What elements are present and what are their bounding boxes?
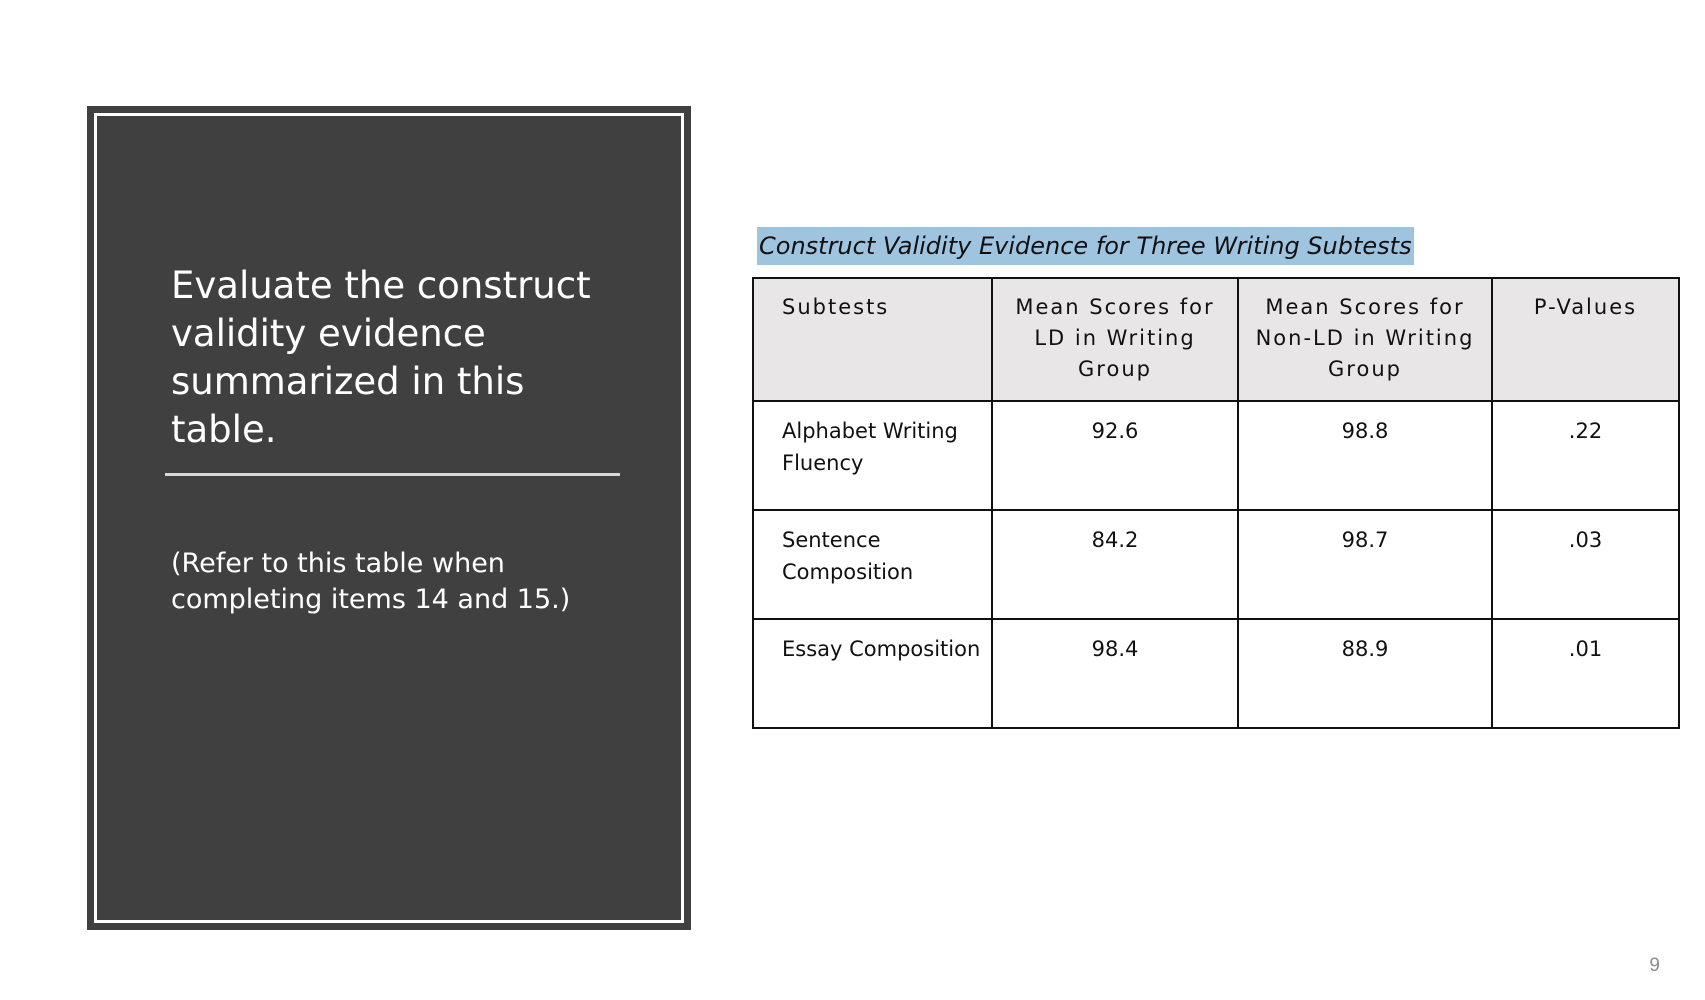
cell-p-value: .03 [1492,510,1679,619]
cell-mean-ld: 84.2 [992,510,1238,619]
panel-title: Evaluate the construct validity evidence summarized in this table. [171,264,591,451]
table-row [753,619,1679,728]
instruction-panel [87,106,691,930]
cell-p-value: .01 [1492,619,1679,728]
header-subtests: Subtests [753,278,992,401]
title-divider [165,473,620,476]
cell-subtest: Essay Composition [753,619,992,728]
cell-mean-ld: 92.6 [992,401,1238,510]
panel-inner-border [94,113,684,923]
page-number: 9 [1649,955,1660,976]
cell-subtest: Alphabet Writing Fluency [753,401,992,510]
cell-subtest: Sentence Composition [753,510,992,619]
header-p-values: P-Values [1492,278,1679,401]
header-mean-non-ld: Mean Scores for Non-LD in Writing Group [1238,278,1492,401]
header-mean-ld: Mean Scores for LD in Writing Group [992,278,1238,401]
cell-mean-non-ld: 98.7 [1238,510,1492,619]
cell-mean-ld: 98.4 [992,619,1238,728]
cell-mean-non-ld: 88.9 [1238,619,1492,728]
table-header-row [753,278,1679,401]
table-caption: Construct Validity Evidence for Three Writing Subtests [757,227,1414,265]
panel-note: (Refer to this table when completing items 14 and 15.) [171,548,571,615]
validity-table [752,277,1680,729]
cell-p-value: .22 [1492,401,1679,510]
table-row [753,510,1679,619]
cell-mean-non-ld: 98.8 [1238,401,1492,510]
table-row [753,401,1679,510]
